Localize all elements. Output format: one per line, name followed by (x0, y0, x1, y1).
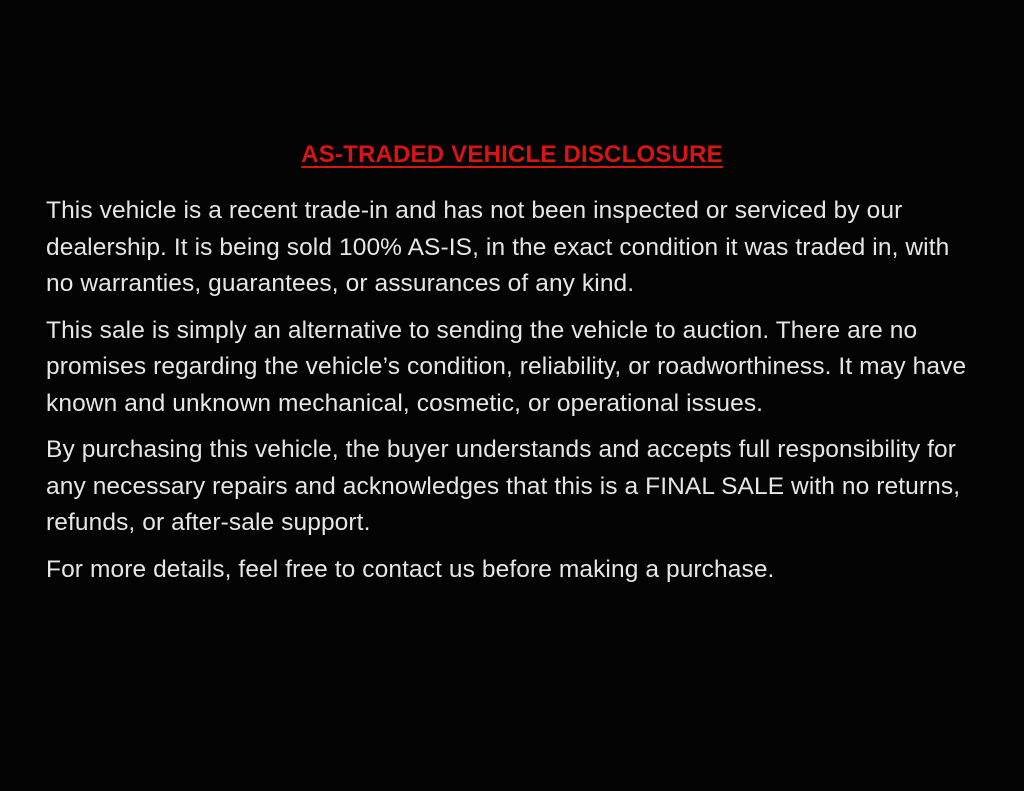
disclosure-title (46, 141, 978, 169)
disclosure-paragraph-asis: This vehicle is a recent trade-in and has not been inspected or serviced by our dealership. It is being sold 100% AS-IS, in the exact condition it was traded in, with no warranties, guarantees, or assurances of any kind. (46, 197, 950, 297)
disclosure-paragraph-auction: This sale is simply an alternative to sending the vehicle to auction. There are no promises regarding the vehicle’s condition, reliability, or roadworthiness. It may have known and unknown mechanical, cosmetic, or operational issues. (46, 316, 967, 417)
disclosure-title-text: AS-TRADED VEHICLE DISCLOSURE (301, 141, 723, 168)
disclosure-paragraph-final-sale: By purchasing this vehicle, the buyer understands and accepts full responsibility for any necessary repairs and acknowledges that this is a FINAL SALE with no returns, refunds, or after-sale support. (46, 436, 961, 536)
disclosure-body (46, 193, 978, 588)
disclosure-paragraph-contact: For more details, feel free to contact us before making a purchase. (46, 555, 775, 583)
